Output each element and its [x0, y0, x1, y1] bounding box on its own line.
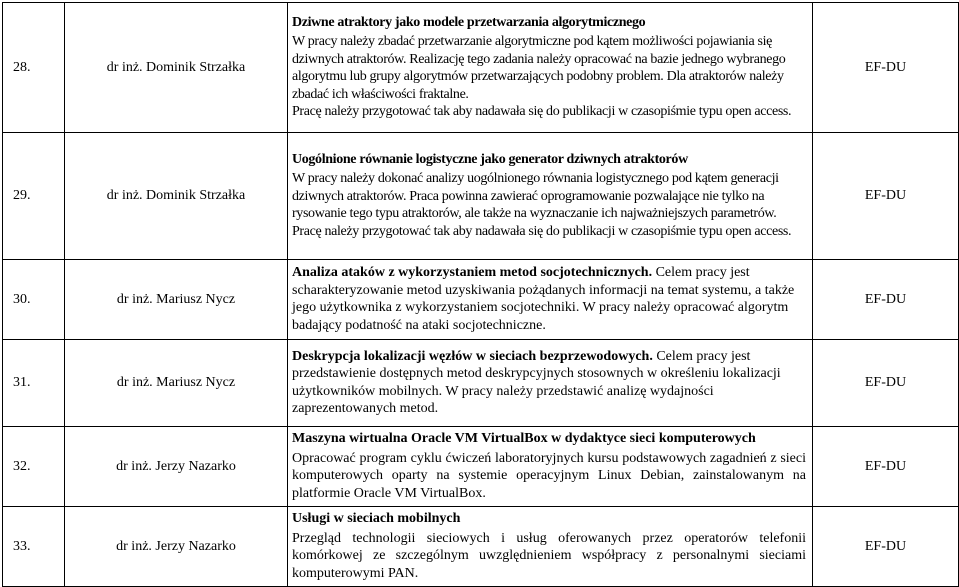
- table-row: [3, 260, 959, 340]
- program-code: EF-DU: [813, 260, 959, 340]
- row-number: 31.: [3, 340, 65, 427]
- topic-cell: [288, 133, 813, 260]
- row-number: 32.: [3, 427, 65, 507]
- topic-title: Usługi w sieciach mobilnych: [292, 511, 461, 526]
- supervisor-name: dr inż. Dominik Strzałka: [65, 3, 288, 133]
- supervisor-name: dr inż. Mariusz Nycz: [65, 260, 288, 340]
- thesis-topics-table: [2, 2, 959, 587]
- topic-description: W pracy należy dokonać analizy uogólnionego równania logistycznego pod kątem generacji dziwnych atraktorów. Praca powinna zawierać oprogramowanie pozwalające nie tylko na rysowanie tego typu atraktorów, ale także na wyznaczanie ich najważniejszych parametrów.: [292, 171, 779, 222]
- table-row: [3, 507, 959, 587]
- table-row: [3, 133, 959, 260]
- topic-note: Pracę należy przygotować tak aby nadawała się do publikacji w czasopiśmie typu open access.: [292, 223, 792, 239]
- table-row: [3, 340, 959, 427]
- topic-title: Dziwne atraktory jako modele przetwarzania algorytmicznego: [292, 14, 646, 30]
- topic-title: Deskrypcja lokalizacji węzłów w sieciach bezprzewodowych.: [292, 348, 653, 364]
- supervisor-name: dr inż. Jerzy Nazarko: [65, 507, 288, 587]
- topic-cell: [288, 260, 813, 340]
- program-code: EF-DU: [813, 3, 959, 133]
- topic-cell: [288, 427, 813, 507]
- topic-description: Opracować program cyklu ćwiczeń laboratoryjnych kursu podstawowych zagadnień z sieci komputerowych oparty na systemie operacyjnym Linux Debian, zainstalowanym na platformie Oracle VM VirtualBox.: [292, 450, 806, 501]
- table-row: [3, 427, 959, 507]
- program-code: EF-DU: [813, 133, 959, 260]
- row-number: 33.: [3, 507, 65, 587]
- topic-description: Celem pracy jest scharakteryzowanie metod uzyskiwania pożądanych informacji na temat systemu, a także jego użytkownika z wykorzystaniem socjotechniki. W pracy należy opracować algorytm badający podatność na ataki socjotechniczne.: [292, 265, 795, 333]
- topic-cell: [288, 3, 813, 133]
- topic-description: Celem pracy jest przedstawienie dostępnych metod deskrypcyjnych stosownych w określeniu lokalizacji użytkowników mobilnych. W pracy należy przedstawić analizę wydajności zaprezentowanych metod.: [292, 348, 781, 416]
- topic-cell: [288, 507, 813, 587]
- program-code: EF-DU: [813, 507, 959, 587]
- topic-note: Pracę należy przygotować tak aby nadawała się do publikacji w czasopiśmie typu open access.: [292, 104, 792, 119]
- table-row: [3, 3, 959, 133]
- topic-description: W pracy należy zbadać przetwarzanie algorytmiczne pod kątem możliwości pojawiania się dziwnych atraktorów. Realizację tego zadania należy opracować na bazie jednego wybranego algorytmu lub grupy algorytmów przetwarzających podobny problem. Dla atraktorów należy zbadać ich właściwości fraktalne.: [292, 34, 786, 102]
- supervisor-name: dr inż. Mariusz Nycz: [65, 340, 288, 427]
- supervisor-name: dr inż. Dominik Strzałka: [65, 133, 288, 260]
- row-number: 28.: [3, 3, 65, 133]
- supervisor-name: dr inż. Jerzy Nazarko: [65, 427, 288, 507]
- topic-title: Maszyna wirtualna Oracle VM VirtualBox w dydaktyce sieci komputerowych: [292, 431, 756, 446]
- row-number: 29.: [3, 133, 65, 260]
- topic-cell: [288, 340, 813, 427]
- topic-description: Przegląd technologii sieciowych i usług oferowanych przez operatorów telefonii komórkowej ze szczególnym uwzględnieniem współpracy z personalnymi sieciami komputerowymi PAN.: [292, 530, 806, 581]
- topic-title: Uogólnione równanie logistyczne jako generator dziwnych atraktorów: [292, 151, 688, 167]
- row-number: 30.: [3, 260, 65, 340]
- program-code: EF-DU: [813, 427, 959, 507]
- program-code: EF-DU: [813, 340, 959, 427]
- topic-title: Analiza ataków z wykorzystaniem metod socjotechnicznych.: [292, 265, 653, 280]
